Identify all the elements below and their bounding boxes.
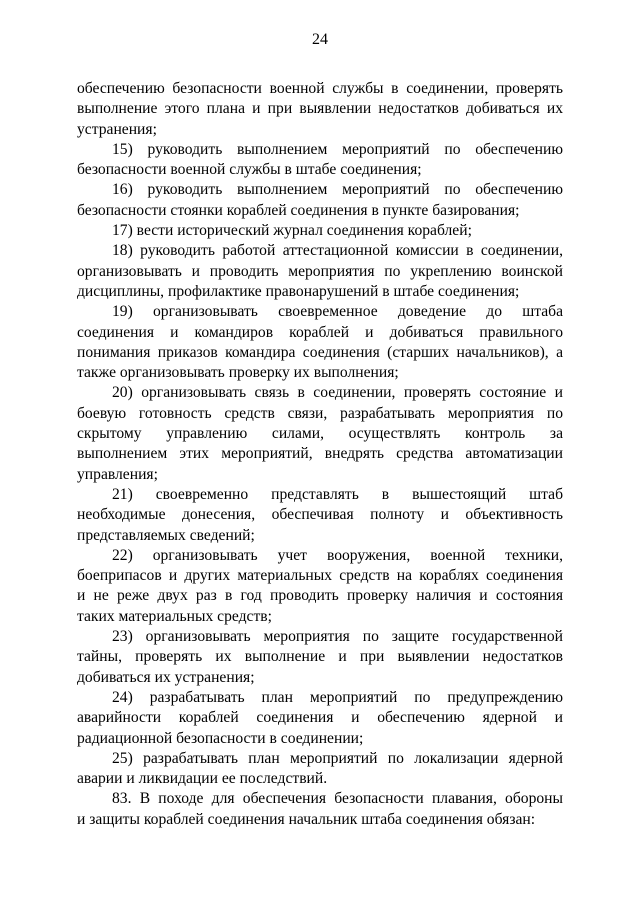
- text-line: 18) руководить работой аттестационной комиссии в соединении,: [112, 242, 563, 260]
- text-line: тайны, проверять их выполнение и при выявлении недостатков: [77, 648, 563, 666]
- text-line: и не реже двух раз в год проводить проверку наличия и состояния: [77, 587, 563, 605]
- text-line: боевую готовность средств связи, разрабатывать мероприятия по: [77, 404, 563, 422]
- text-line: добиваться их устранения;: [77, 668, 255, 686]
- page-number: 24: [312, 31, 328, 48]
- text-line: 15) руководить выполнением мероприятий по обеспечению: [112, 140, 563, 158]
- text-line: 83. В походе для обеспечения безопасности плавания, обороны: [112, 790, 563, 808]
- text-line: 20) организовывать связь в соединении, проверять состояние и: [112, 384, 563, 402]
- text-line: 23) организовывать мероприятия по защите государственной: [112, 628, 563, 646]
- text-line: управления;: [77, 465, 158, 483]
- text-line: боеприпасов и других материальных средств на кораблях соединения: [77, 567, 563, 585]
- text-line: выполнение этого плана и при выявлении недостатков добиваться их: [77, 100, 563, 118]
- text-line: безопасности стоянки кораблей соединения в пункте базирования;: [77, 201, 520, 219]
- text-line: также организовывать проверку их выполнения;: [77, 364, 399, 382]
- text-line: аварийности кораблей соединения и обеспечению ядерной и: [77, 709, 563, 727]
- text-line: 22) организовывать учет вооружения, военной техники,: [112, 546, 563, 564]
- text-line: дисциплины, профилактике правонарушений в штабе соединения;: [77, 282, 520, 300]
- text-line: таких материальных средств;: [77, 607, 272, 625]
- text-line: 25) разрабатывать план мероприятий по локализации ядерной: [112, 749, 563, 767]
- text-line: организовывать и проводить мероприятия по укреплению воинской: [77, 262, 563, 280]
- text-line: аварии и ликвидации ее последствий.: [77, 770, 328, 788]
- text-line: понимания приказов командира соединения (старших начальников), а: [77, 343, 563, 361]
- text-line: соединения и командиров кораблей и добиваться правильного: [77, 323, 563, 341]
- text-line: 16) руководить выполнением мероприятий по обеспечению: [112, 181, 563, 199]
- text-line: 24) разрабатывать план мероприятий по предупреждению: [112, 688, 563, 706]
- text-line: и защиты кораблей соединения начальник штаба соединения обязан:: [77, 810, 536, 828]
- text-line: обеспечению безопасности военной службы в соединении, проверять: [77, 80, 563, 97]
- text-line: безопасности военной службы в штабе соединения;: [77, 161, 422, 179]
- text-line: необходимые донесения, обеспечивая полноту и объективность: [77, 506, 563, 524]
- document-body: [77, 79, 563, 830]
- text-line: 21) своевременно представлять в вышестоящий штаб: [112, 485, 563, 503]
- text-line: устранения;: [77, 120, 157, 138]
- text-line: 17) вести исторический журнал соединения кораблей;: [112, 222, 472, 240]
- text-line: выполнением этих мероприятий, внедрять средства автоматизации: [77, 445, 563, 463]
- text-line: скрытому управлению силами, осуществлять контроль за: [77, 425, 563, 443]
- text-line: представляемых сведений;: [77, 526, 255, 544]
- text-line: 19) организовывать своевременное доведение до штаба: [112, 303, 563, 321]
- text-line: радиационной безопасности в соединении;: [77, 729, 364, 747]
